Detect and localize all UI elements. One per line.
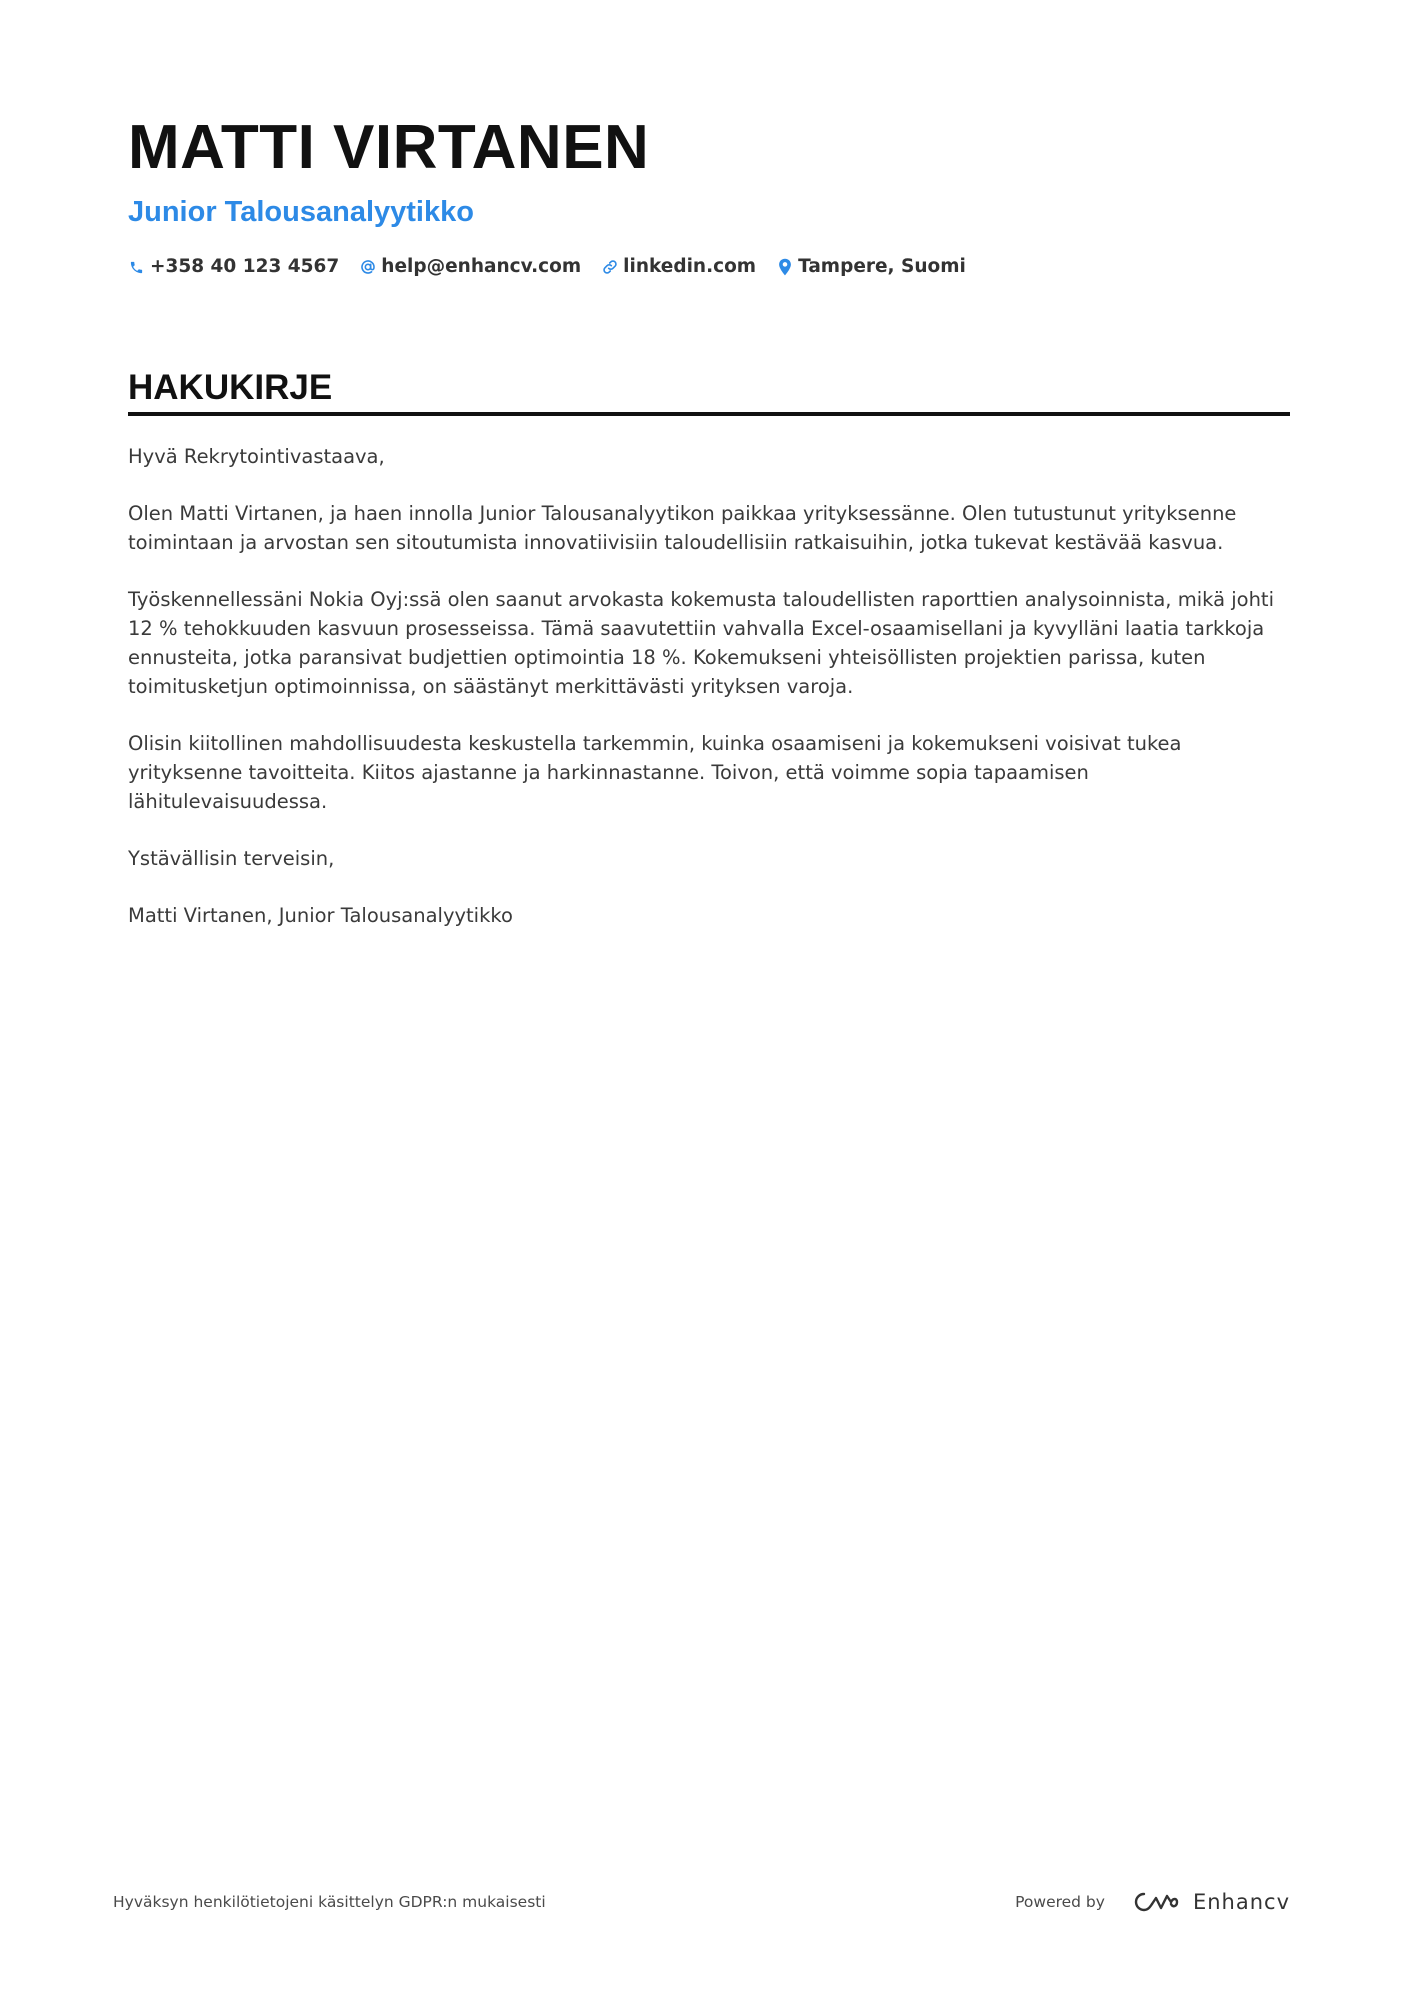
contact-location <box>776 254 966 280</box>
link-icon <box>601 257 618 277</box>
location-text: Tampere, Suomi <box>798 256 966 277</box>
cover-letter-section <box>128 367 1290 930</box>
location-pin-icon <box>776 257 793 277</box>
letter-closing: Ystävällisin terveisin, <box>128 847 335 870</box>
contact-email[interactable] <box>359 254 581 280</box>
contact-phone <box>128 254 339 280</box>
phone-icon <box>128 257 145 277</box>
letter-paragraph: Olen Matti Virtanen, ja haen innolla Junior Talousanalyytikon paikkaa yrityksessänne. Olen tutustunut yrityksenne toimintaan ja arvostan sen sitoutumista innovatiivisiin taloudellisiin ratkaisuihin, jotka tukevat kestävää kasvua. <box>128 502 1237 554</box>
contact-bar <box>128 254 1290 280</box>
header <box>128 112 1290 280</box>
enhancv-logo-icon <box>1133 1890 1179 1914</box>
section-title: HAKUKIRJE <box>128 367 1290 416</box>
letter-signature: Matti Virtanen, Junior Talousanalyytikko <box>128 904 513 927</box>
brand-name: Enhancv <box>1192 1890 1290 1914</box>
gdpr-consent-text: Hyväksyn henkilötietojeni käsittelyn GDPR:n mukaisesti <box>113 1893 546 1911</box>
candidate-name: MATTI VIRTANEN <box>128 113 650 182</box>
email-address[interactable]: help@enhancv.com <box>381 256 582 277</box>
powered-by-brand[interactable] <box>1015 1890 1290 1914</box>
at-icon <box>359 257 376 277</box>
letter-paragraph: Työskennellessäni Nokia Oyj:ssä olen saanut arvokasta kokemusta taloudellisten raporttien analysoinnista, mikä johti 12 % tehokkuuden kasvuun prosesseissa. Tämä saavutettiin vahvalla Excel-osaamisellani ja kyvylläni laatia tarkkoja ennusteita, jotka paransivat budjettien optimointia 18 %. Kokemukseni yhteisöllisten projektien parissa, kuten toimitusketjun optimoinnissa, on säästänyt merkittävästi yrityksen varoja. <box>128 588 1274 698</box>
contact-linkedin[interactable] <box>601 254 756 280</box>
letter-paragraph: Olisin kiitollinen mahdollisuudesta keskustella tarkemmin, kuinka osaamiseni ja kokemukseni voisivat tukea yrityksenne tavoitteita. Kiitos ajastanne ja harkinnastanne. Toivon, että voimme sopia tapaamisen lähitulevaisuudessa. <box>128 732 1182 813</box>
job-title: Junior Talousanalyytikko <box>128 196 474 228</box>
phone-number: +358 40 123 4567 <box>150 256 340 277</box>
letter-body <box>128 442 1290 930</box>
footer <box>113 1890 1290 1914</box>
letter-greeting: Hyvä Rekrytointivastaava, <box>128 445 385 468</box>
powered-by-label: Powered by <box>1015 1893 1105 1911</box>
linkedin-link[interactable]: linkedin.com <box>623 256 757 277</box>
